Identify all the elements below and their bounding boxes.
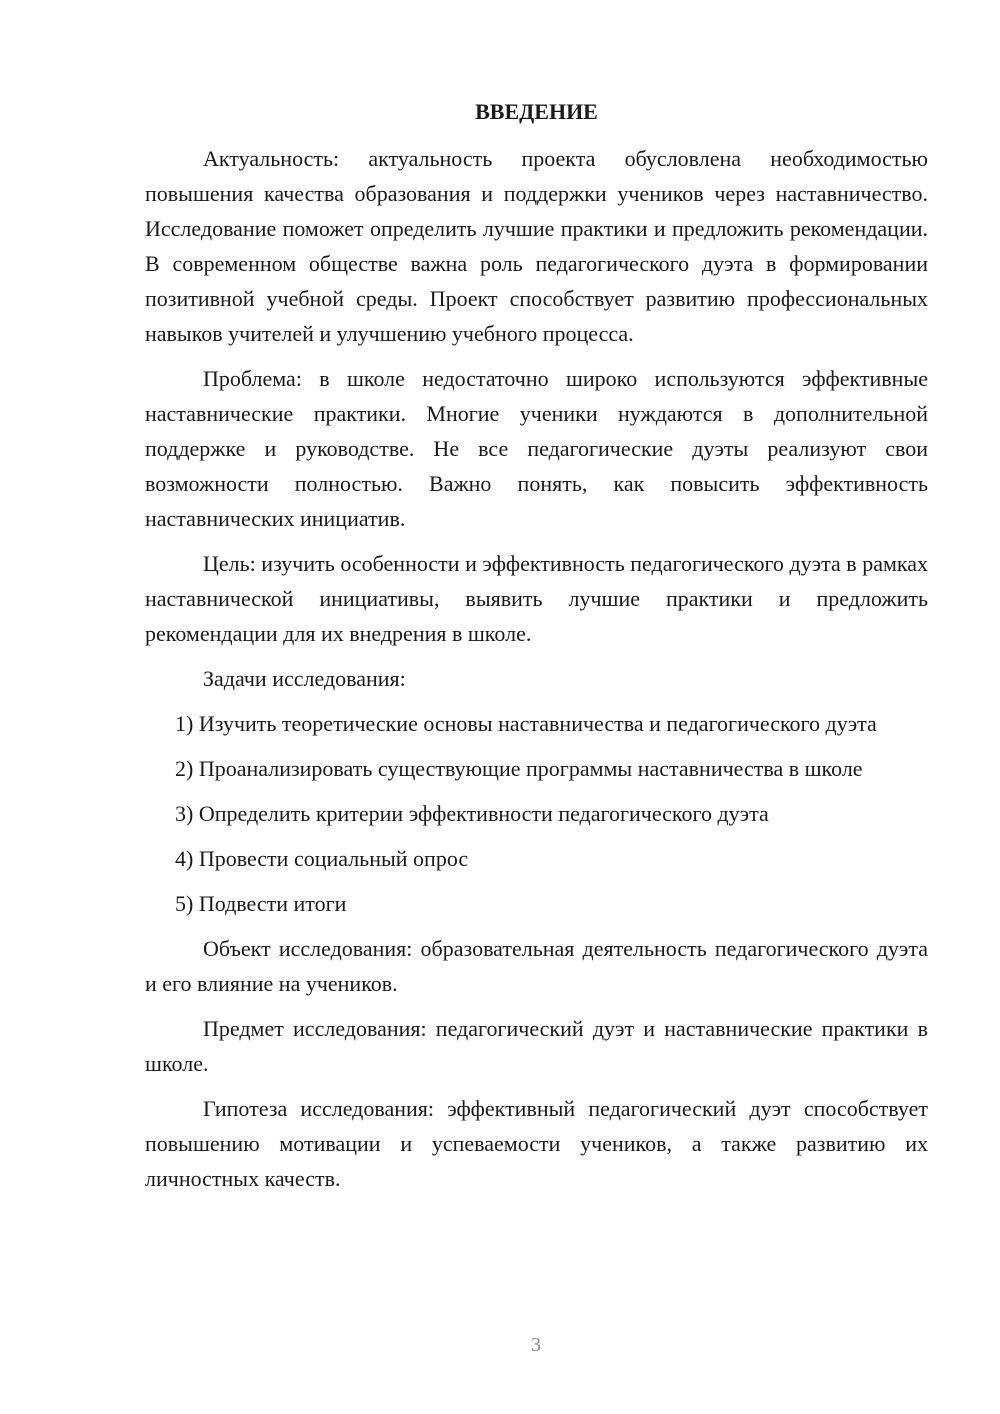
- page-number: 3: [531, 1334, 541, 1356]
- problem-paragraph: Проблема: в школе недостаточно широко используются эффективные наставнические практики. Многие ученики нуждаются в дополнительной поддержке и руководстве. Не все педагогические дуэты реализуют свои возможности полностью. Важно понять, как повысить эффективность наставнических инициатив.: [145, 366, 928, 531]
- object-paragraph: Объект исследования: образовательная деятельность педагогического дуэта и его влияние на учеников.: [145, 936, 928, 996]
- task-item-5: 5) Подвести итоги: [175, 891, 347, 916]
- task-item-3: 3) Определить критерии эффективности педагогического дуэта: [175, 801, 769, 826]
- task-item-2: 2) Проанализировать существующие программы наставничества в школе: [175, 756, 863, 781]
- page-title: ВВЕДЕНИЕ: [475, 99, 598, 124]
- tasks-list: [145, 706, 928, 921]
- goal-paragraph: Цель: изучить особенности и эффективность педагогического дуэта в рамках наставнической инициативы, выявить лучшие практики и предложить рекомендации для их внедрения в школе.: [145, 551, 928, 646]
- relevance-paragraph: Актуальность: актуальность проекта обусловлена необходимостью повышения качества образования и поддержки учеников через наставничество. Исследование поможет определить лучшие практики и предложить рекомендации. В современном обществе важна роль педагогического дуэта в формировании позитивной учебной среды. Проект способствует развитию профессиональных навыков учителей и улучшению учебного процесса.: [145, 146, 928, 346]
- tasks-heading: Задачи исследования:: [203, 666, 406, 691]
- task-item-4: 4) Провести социальный опрос: [175, 846, 469, 871]
- hypothesis-paragraph: Гипотеза исследования: эффективный педагогический дуэт способствует повышению мотивации и успеваемости учеников, а также развитию их личностных качеств.: [145, 1096, 928, 1191]
- subject-paragraph: Предмет исследования: педагогический дуэт и наставнические практики в школе.: [145, 1016, 928, 1076]
- task-item-1: 1) Изучить теоретические основы наставничества и педагогического дуэта: [175, 711, 877, 736]
- page-content: [145, 94, 928, 1206]
